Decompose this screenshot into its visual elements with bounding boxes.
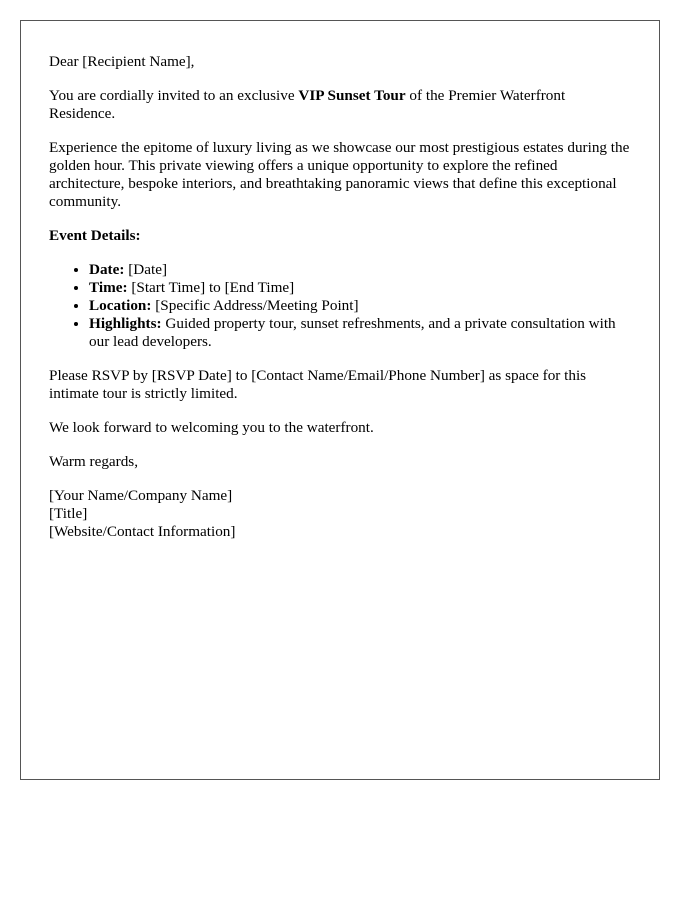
event-name: VIP Sunset Tour [298,87,406,104]
intro-text-after: of the Premier Waterfront Residence. [49,87,566,122]
signoff: Warm regards, [49,453,139,470]
detail-value: Guided property tour, sunset refreshments, and a private consultation with our lead developers. [89,315,616,350]
detail-value: [Date] [124,261,168,278]
intro-text-before: You are cordially invited to an exclusive [49,87,299,104]
letter-frame [20,20,660,780]
detail-value: [Start Time] to [End Time] [127,279,295,296]
details-heading [49,227,631,245]
signature-title: [Title] [49,505,88,522]
detail-time [89,279,631,297]
detail-label: Date: [89,261,125,278]
signature-contact: [Website/Contact Information] [49,523,236,540]
detail-location [89,297,631,315]
salutation: Dear [Recipient Name], [49,53,195,70]
closing-line: We look forward to welcoming you to the waterfront. [49,419,374,436]
detail-label: Location: [89,297,152,314]
detail-label: Highlights: [89,315,162,332]
event-details-list [49,261,631,351]
details-heading-text: Event Details: [49,227,141,244]
intro-paragraph [49,87,631,123]
rsvp-paragraph: Please RSVP by [RSVP Date] to [Contact Name/Email/Phone Number] as space for this intimate tour is strictly limited. [49,367,587,402]
body-paragraph: Experience the epitome of luxury living as we showcase our most prestigious estates during the golden hour. This private viewing offers a unique opportunity to explore the refined architecture, bespoke interiors, and breathtaking panoramic views that define this exceptional community. [49,139,630,210]
detail-label: Time: [89,279,128,296]
signature-block [49,487,631,541]
detail-date [89,261,631,279]
detail-value: [Specific Address/Meeting Point] [151,297,359,314]
signature-name: [Your Name/Company Name] [49,487,233,504]
detail-highlights [89,315,631,351]
